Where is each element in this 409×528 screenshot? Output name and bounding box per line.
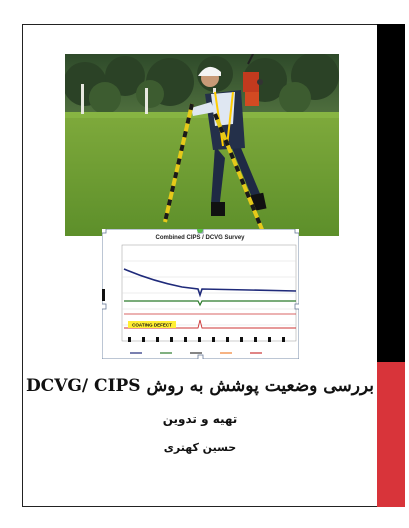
chart-thumbnail-annotation: COATING DEFECT (132, 322, 172, 328)
side-bar-black (377, 24, 405, 362)
book-title: بررسی وضعیت پوشش به روش DCVG/ CIPS (25, 376, 375, 396)
chart-thumbnail-title: Combined CIPS / DCVG Survey (155, 235, 245, 241)
survey-chart-image (102, 229, 299, 359)
cover-border-bottom (22, 506, 378, 507)
side-bar-red (377, 362, 405, 507)
cover-border-left (22, 24, 23, 507)
book-subtitle: تهیه و تدوین (162, 412, 238, 426)
survey-photo (65, 54, 339, 236)
book-author: حسین کهتری (163, 441, 237, 454)
cover-border-top (22, 24, 378, 25)
